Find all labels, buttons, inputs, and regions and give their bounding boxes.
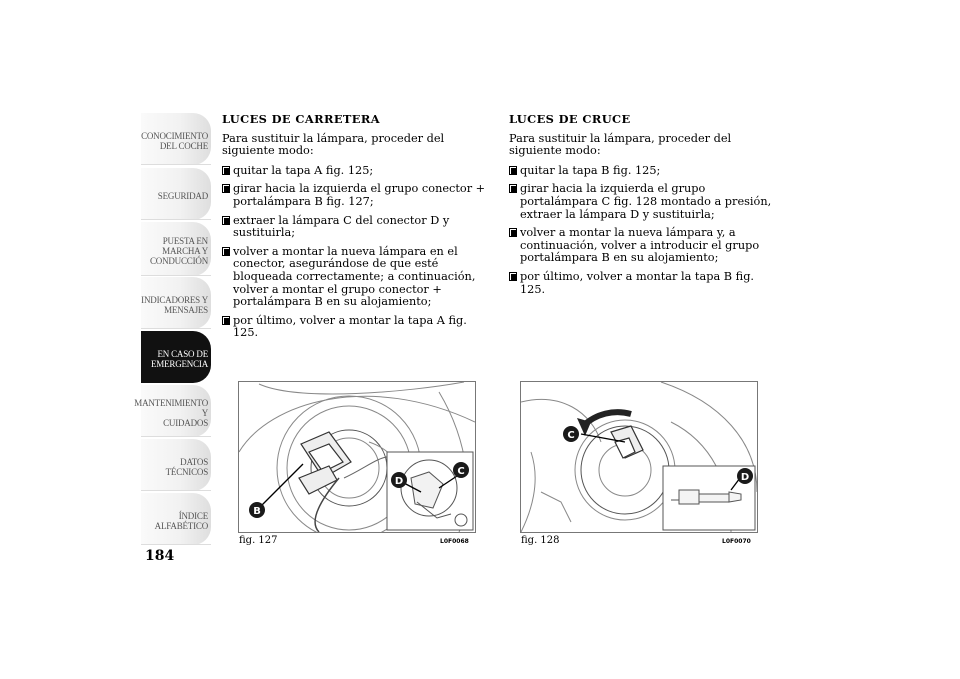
callout-label-d: [391, 472, 407, 488]
checkbox-bullet-icon: [509, 272, 517, 281]
high-beam-section: [222, 113, 494, 346]
headlight-illustration-high-beam: [239, 382, 475, 532]
figure-127: [238, 381, 476, 533]
section-intro: Para sustituir la lámpara, proceder del siguiente modo:: [222, 131, 445, 158]
svg-text:B: B: [253, 506, 261, 517]
step-item: quitar la tapa B fig. 125;: [509, 165, 777, 178]
checkbox-bullet-icon: [222, 166, 230, 175]
svg-text:D: D: [740, 472, 750, 483]
callout-label-c: [453, 462, 469, 478]
checkbox-bullet-icon: [222, 216, 230, 225]
figure-code: L0F0070: [722, 538, 751, 545]
checkbox-bullet-icon: [509, 228, 517, 237]
tab-en-caso-de-emergencia[interactable]: EN CASO DE EMERGENCIA: [141, 331, 211, 383]
step-item: volver a montar la nueva lámpara y, a continuación, volver a introducir el grupo portalámpara B en su alojamiento;: [509, 227, 777, 265]
checkbox-bullet-icon: [509, 166, 517, 175]
checkbox-bullet-icon: [222, 247, 230, 256]
tab-seguridad[interactable]: SEGURIDAD: [141, 168, 211, 220]
page-number: 184: [145, 548, 175, 564]
step-item: por último, volver a montar la tapa A fig. 125.: [222, 315, 494, 340]
step-item: volver a montar la nueva lámpara en el conector, asegurándose de que esté bloqueada correctamente; a continuación, volver a montar el grupo conector + portalámpara B en su alojamiento;: [222, 246, 494, 309]
section-intro: Para sustituir la lámpara, proceder del siguiente modo:: [509, 131, 732, 158]
figure-caption: fig. 127: [239, 535, 278, 546]
figure-caption: fig. 128: [521, 535, 560, 546]
steps-list: [222, 165, 494, 340]
low-beam-section: [509, 113, 777, 302]
svg-text:D: D: [394, 476, 404, 487]
tab-mantenimiento-y-cuidados[interactable]: MANTENIMIENTO Y CUIDADOS: [141, 385, 211, 437]
checkbox-bullet-icon: [509, 184, 517, 193]
callout-label-d: [737, 468, 753, 484]
step-item: extraer la lámpara C del conector D y sustituirla;: [222, 215, 494, 240]
headlight-illustration-low-beam: [521, 382, 757, 532]
steps-list: [509, 165, 777, 296]
svg-text:C: C: [457, 466, 465, 477]
figure-code: L0F0068: [440, 538, 469, 545]
svg-text:C: C: [567, 430, 575, 441]
tab-datos-tecnicos[interactable]: DATOS TÉCNICOS: [141, 439, 211, 491]
figure-128: [520, 381, 758, 533]
checkbox-bullet-icon: [222, 316, 230, 325]
tab-conocimiento-del-coche[interactable]: CONOCIMIENTO DEL COCHE: [141, 113, 211, 165]
step-item: girar hacia la izquierda el grupo portalámpara C fig. 128 montado a presión, extraer la lámpara D y sustituirla;: [509, 183, 777, 221]
callout-label-c: [563, 426, 579, 442]
step-item: por último, volver a montar la tapa B fig. 125.: [509, 271, 777, 296]
tab-indicadores-y-mensajes[interactable]: INDICADORES Y MENSAJES: [141, 277, 211, 329]
tab-puesta-en-marcha[interactable]: PUESTA EN MARCHA Y CONDUCCIÓN: [141, 222, 211, 276]
step-item: girar hacia la izquierda el grupo conector + portalámpara B fig. 127;: [222, 183, 494, 208]
section-title: LUCES DE CRUCE: [509, 112, 631, 126]
callout-label-b: [249, 502, 265, 518]
section-title: LUCES DE CARRETERA: [222, 112, 380, 126]
checkbox-bullet-icon: [222, 184, 230, 193]
tab-indice-alfabetico[interactable]: ÍNDICE ALFABÉTICO: [141, 493, 211, 545]
step-item: quitar la tapa A fig. 125;: [222, 165, 494, 178]
